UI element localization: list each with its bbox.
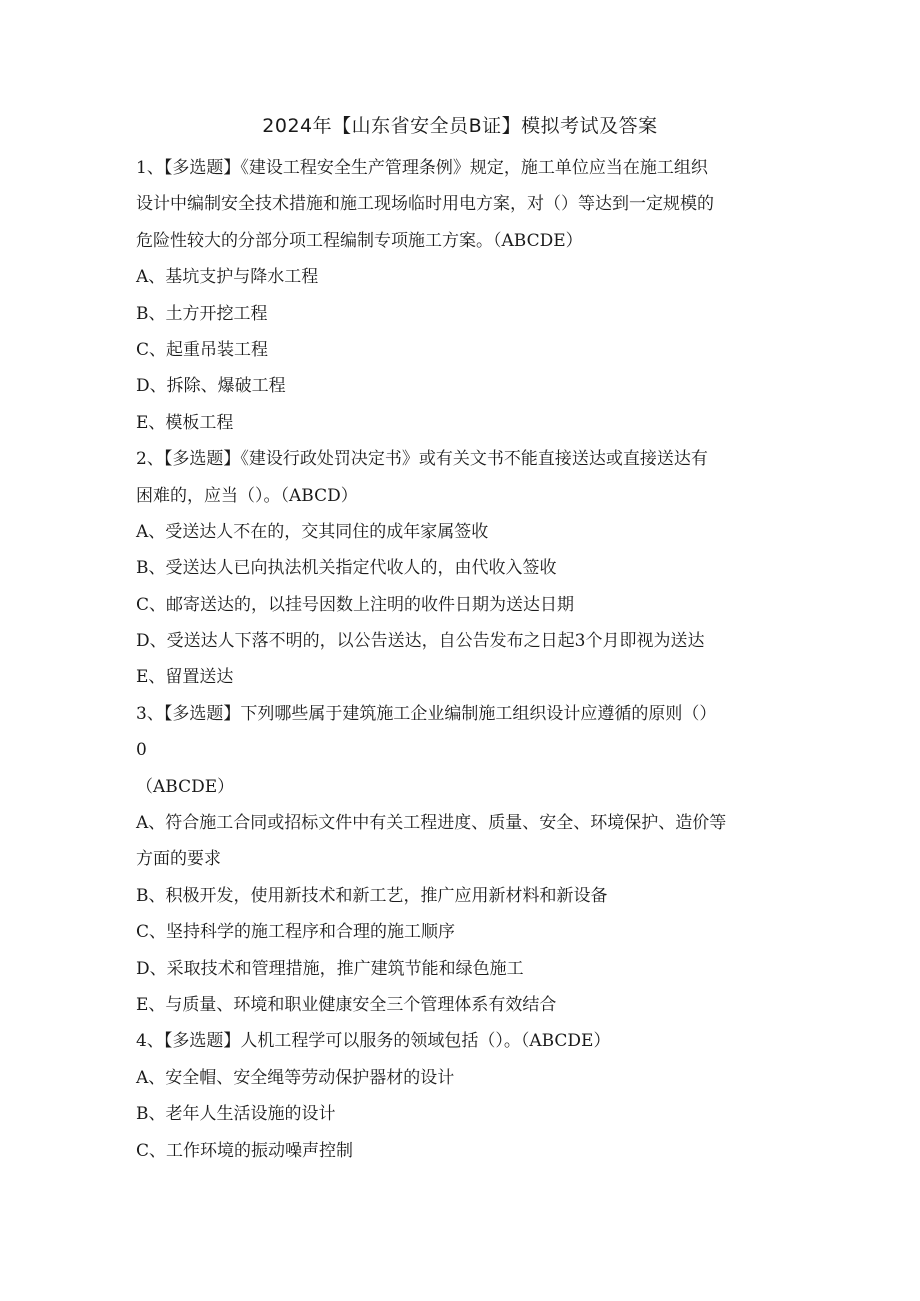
option-e: E、模板工程 bbox=[136, 412, 234, 433]
text-line: 2、【多选题】《建设行政处罚决定书》或有关文书不能直接送达或直接送达有 bbox=[136, 449, 708, 470]
text-line: 0 bbox=[136, 740, 147, 761]
option-b: B、积极开发，使用新技术和新工艺，推广应用新材料和新设备 bbox=[136, 885, 608, 906]
document-body bbox=[136, 150, 786, 1169]
text-line: 4、【多选题】人机工程学可以服务的领域包括（）。（ABCDE） bbox=[136, 1031, 611, 1052]
text-line: （ABCDE） bbox=[136, 776, 235, 797]
option-c: C、起重吊装工程 bbox=[136, 339, 269, 360]
text-line: 设计中编制安全技术措施和施工现场临时用电方案，对（）等达到一定规模的 bbox=[136, 194, 714, 215]
text-line: 危险性较大的分部分项工程编制专项施工方案。（ABCDE） bbox=[136, 230, 583, 251]
text-line: 3、【多选题】下列哪些属于建筑施工企业编制施工组织设计应遵循的原则（） bbox=[136, 703, 717, 724]
option-b: B、受送达人已向执法机关指定代收人的，由代收入签收 bbox=[136, 558, 557, 579]
option-e: E、与质量、环境和职业健康安全三个管理体系有效结合 bbox=[136, 994, 557, 1015]
text-line: 方面的要求 bbox=[136, 849, 221, 870]
text-line: 1、【多选题】《建设工程安全生产管理条例》规定，施工单位应当在施工组织 bbox=[136, 158, 708, 178]
option-a: A、安全帽、安全绳等劳动保护器材的设计 bbox=[136, 1067, 455, 1088]
option-d: D、采取技术和管理措施，推广建筑节能和绿色施工 bbox=[136, 958, 524, 979]
document-title: 2024年【山东省安全员B证】模拟考试及答案 bbox=[262, 115, 658, 137]
option-c: C、坚持科学的施工程序和合理的施工顺序 bbox=[136, 922, 456, 943]
option-a: A、基坑支护与降水工程 bbox=[136, 267, 319, 288]
option-c: C、工作环境的振动噪声控制 bbox=[136, 1140, 354, 1161]
text-line: 困难的，应当（）。（ABCD） bbox=[136, 485, 358, 506]
option-b: B、老年人生活设施的设计 bbox=[136, 1104, 336, 1125]
option-b: B、土方开挖工程 bbox=[136, 303, 268, 324]
option-a: A、受送达人不在的，交其同住的成年家属签收 bbox=[136, 521, 489, 542]
option-c: C、邮寄送达的，以挂号因数上注明的收件日期为送达日期 bbox=[136, 594, 575, 615]
option-d: D、拆除、爆破工程 bbox=[136, 376, 286, 397]
option-a: A、符合施工合同或招标文件中有关工程进度、质量、安全、环境保护、造价等 bbox=[136, 813, 727, 834]
option-d: D、受送达人下落不明的，以公告送达，自公告发布之日起3个月即视为送达 bbox=[136, 631, 705, 652]
option-e: E、留置送达 bbox=[136, 667, 234, 688]
